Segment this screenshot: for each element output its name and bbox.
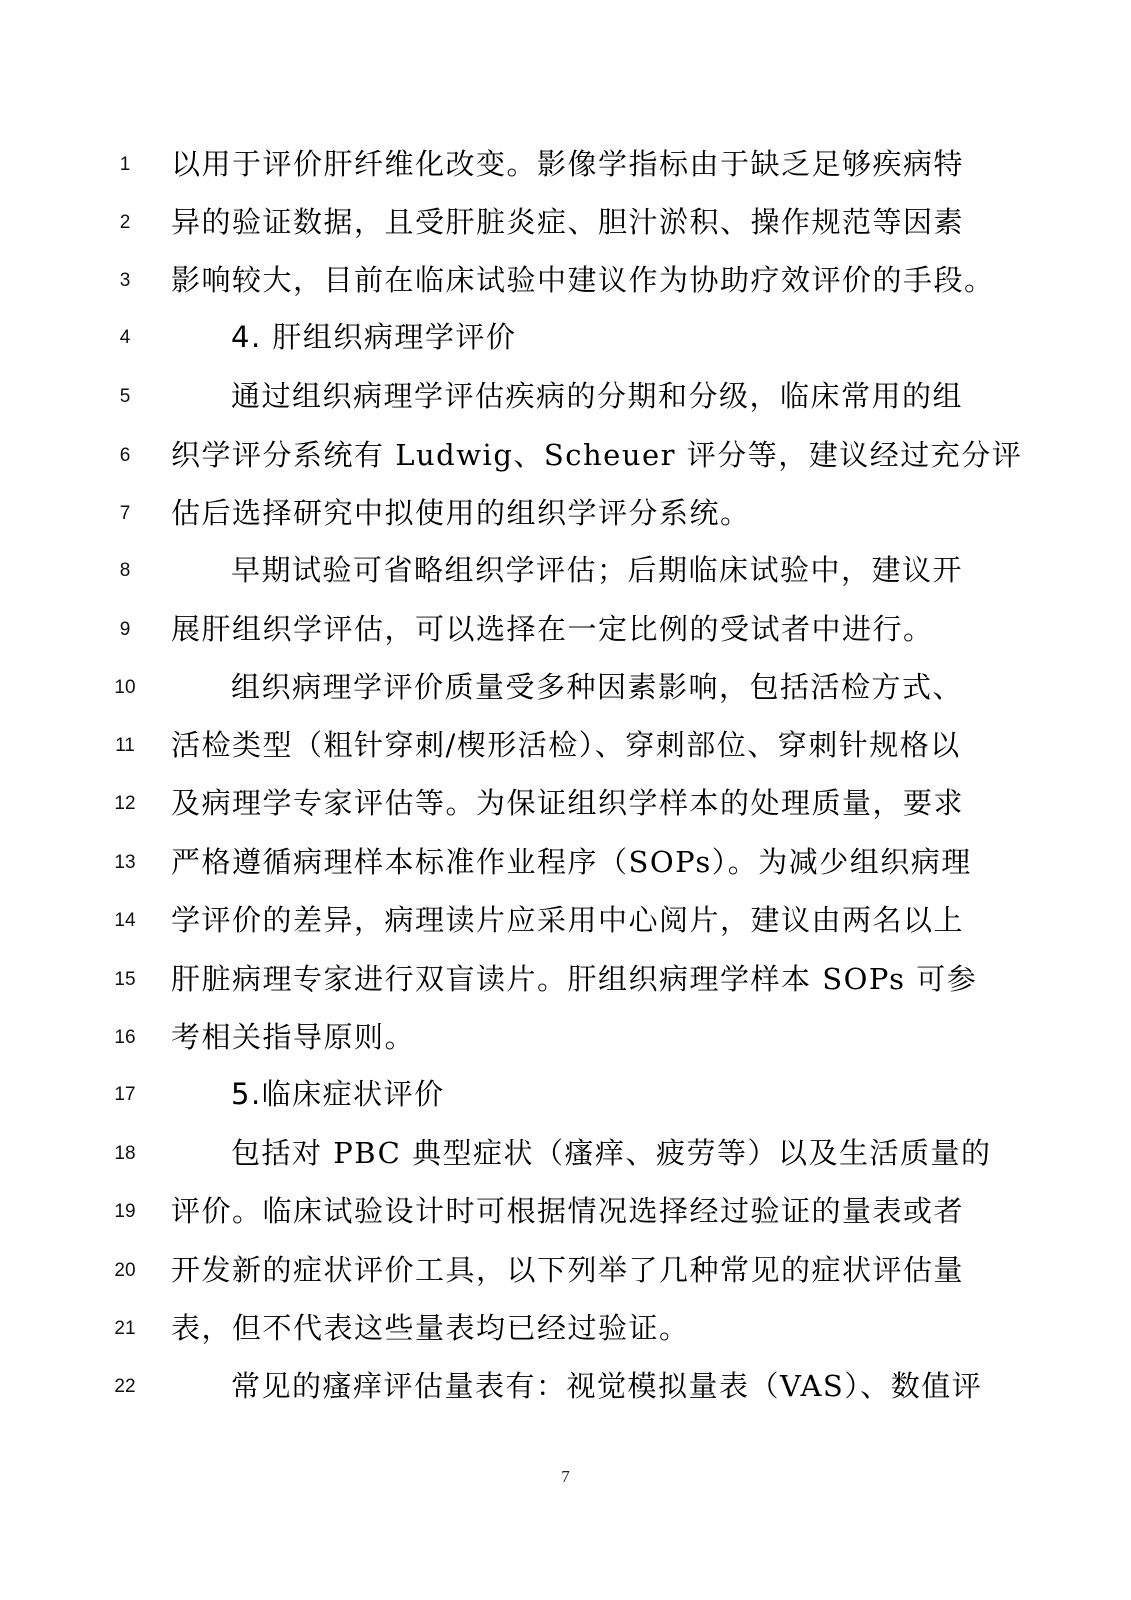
document-line: [0, 542, 1131, 600]
document-line: [0, 1300, 1131, 1358]
document-line: [0, 309, 1131, 367]
line-text: 开发新的症状评价工具，以下列举了几种常见的症状评估量: [171, 1253, 965, 1287]
document-line: [0, 775, 1131, 833]
line-number: 11: [115, 735, 135, 756]
line-text: 评价。临床试验设计时可根据情况选择经过验证的量表或者: [171, 1194, 965, 1228]
line-number: 22: [114, 1376, 136, 1397]
line-number: 20: [114, 1260, 136, 1281]
document-line: [0, 659, 1131, 717]
line-number: 9: [119, 619, 131, 640]
document-line: [0, 1066, 1131, 1124]
line-number: 6: [119, 445, 131, 466]
line-number: 1: [119, 154, 131, 175]
line-number: 8: [119, 560, 131, 581]
line-text: 及病理学专家评估等。为保证组织学样本的处理质量，要求: [171, 786, 965, 820]
document-line: [0, 1009, 1131, 1067]
document-line: [0, 1125, 1131, 1183]
page-number: 7: [561, 1467, 570, 1486]
line-number: 7: [119, 503, 131, 524]
line-text: 估后选择研究中拟使用的组织学评分系统。: [171, 496, 751, 530]
document-line: [0, 1358, 1131, 1416]
line-text: 考相关指导原则。: [171, 1020, 416, 1054]
line-text: 严格遵循病理样本标准作业程序（SOPs）。为减少组织病理: [171, 845, 972, 879]
line-number: 17: [114, 1084, 136, 1105]
section-heading: 4. 肝组织病理学评价: [231, 320, 517, 354]
document-line: [0, 194, 1131, 252]
line-text: 组织病理学评价质量受多种因素影响，包括活检方式、: [231, 670, 964, 704]
line-number: 2: [119, 212, 131, 233]
line-text: 异的验证数据，且受肝脏炎症、胆汁淤积、操作规范等因素: [171, 205, 965, 239]
section-heading: 5.临床症状评价: [231, 1077, 445, 1111]
line-text: 通过组织病理学评估疾病的分期和分级，临床常用的组: [231, 379, 964, 413]
line-text: 活检类型（粗针穿刺/楔形活检）、穿刺部位、穿刺针规格以: [171, 728, 961, 762]
line-number: 18: [114, 1143, 136, 1164]
line-number: 12: [114, 793, 136, 814]
line-text: 学评价的差异，病理读片应采用中心阅片，建议由两名以上: [171, 903, 965, 937]
line-text: 表，但不代表这些量表均已经过验证。: [171, 1311, 690, 1345]
document-line: [0, 368, 1131, 426]
line-number: 4: [119, 327, 131, 348]
line-number: 21: [114, 1318, 136, 1339]
document-line: [0, 951, 1131, 1009]
line-text: 以用于评价肝纤维化改变。影像学指标由于缺乏足够疾病特: [171, 147, 965, 181]
line-text: 常见的瘙痒评估量表有：视觉模拟量表（VAS）、数值评: [231, 1369, 983, 1403]
document-line: [0, 601, 1131, 659]
document-line: [0, 892, 1131, 950]
document-line: [0, 834, 1131, 892]
line-number: 19: [114, 1201, 136, 1222]
line-text: 影响较大，目前在临床试验中建议作为协助疗效评价的手段。: [171, 263, 995, 297]
line-number: 16: [114, 1027, 136, 1048]
document-line: [0, 427, 1131, 485]
line-number: 5: [119, 386, 131, 407]
line-number: 15: [114, 969, 136, 990]
document-line: [0, 717, 1131, 775]
document-line: [0, 1242, 1131, 1300]
line-text: 展肝组织学评估，可以选择在一定比例的受试者中进行。: [171, 612, 934, 646]
line-text: 早期试验可省略组织学评估；后期临床试验中，建议开: [231, 553, 964, 587]
line-text: 织学评分系统有 Ludwig、Scheuer 评分等，建议经过充分评: [171, 438, 1023, 472]
document-line: [0, 1183, 1131, 1241]
line-number: 3: [119, 270, 131, 291]
line-text: 包括对 PBC 典型症状（瘙痒、疲劳等）以及生活质量的: [231, 1136, 992, 1170]
document-line: [0, 136, 1131, 194]
document-line: [0, 252, 1131, 310]
line-number: 10: [114, 677, 136, 698]
document-line: [0, 485, 1131, 543]
line-text: 肝脏病理专家进行双盲读片。肝组织病理学样本 SOPs 可参: [171, 962, 978, 996]
line-number: 13: [114, 852, 136, 873]
line-number: 14: [114, 910, 136, 931]
